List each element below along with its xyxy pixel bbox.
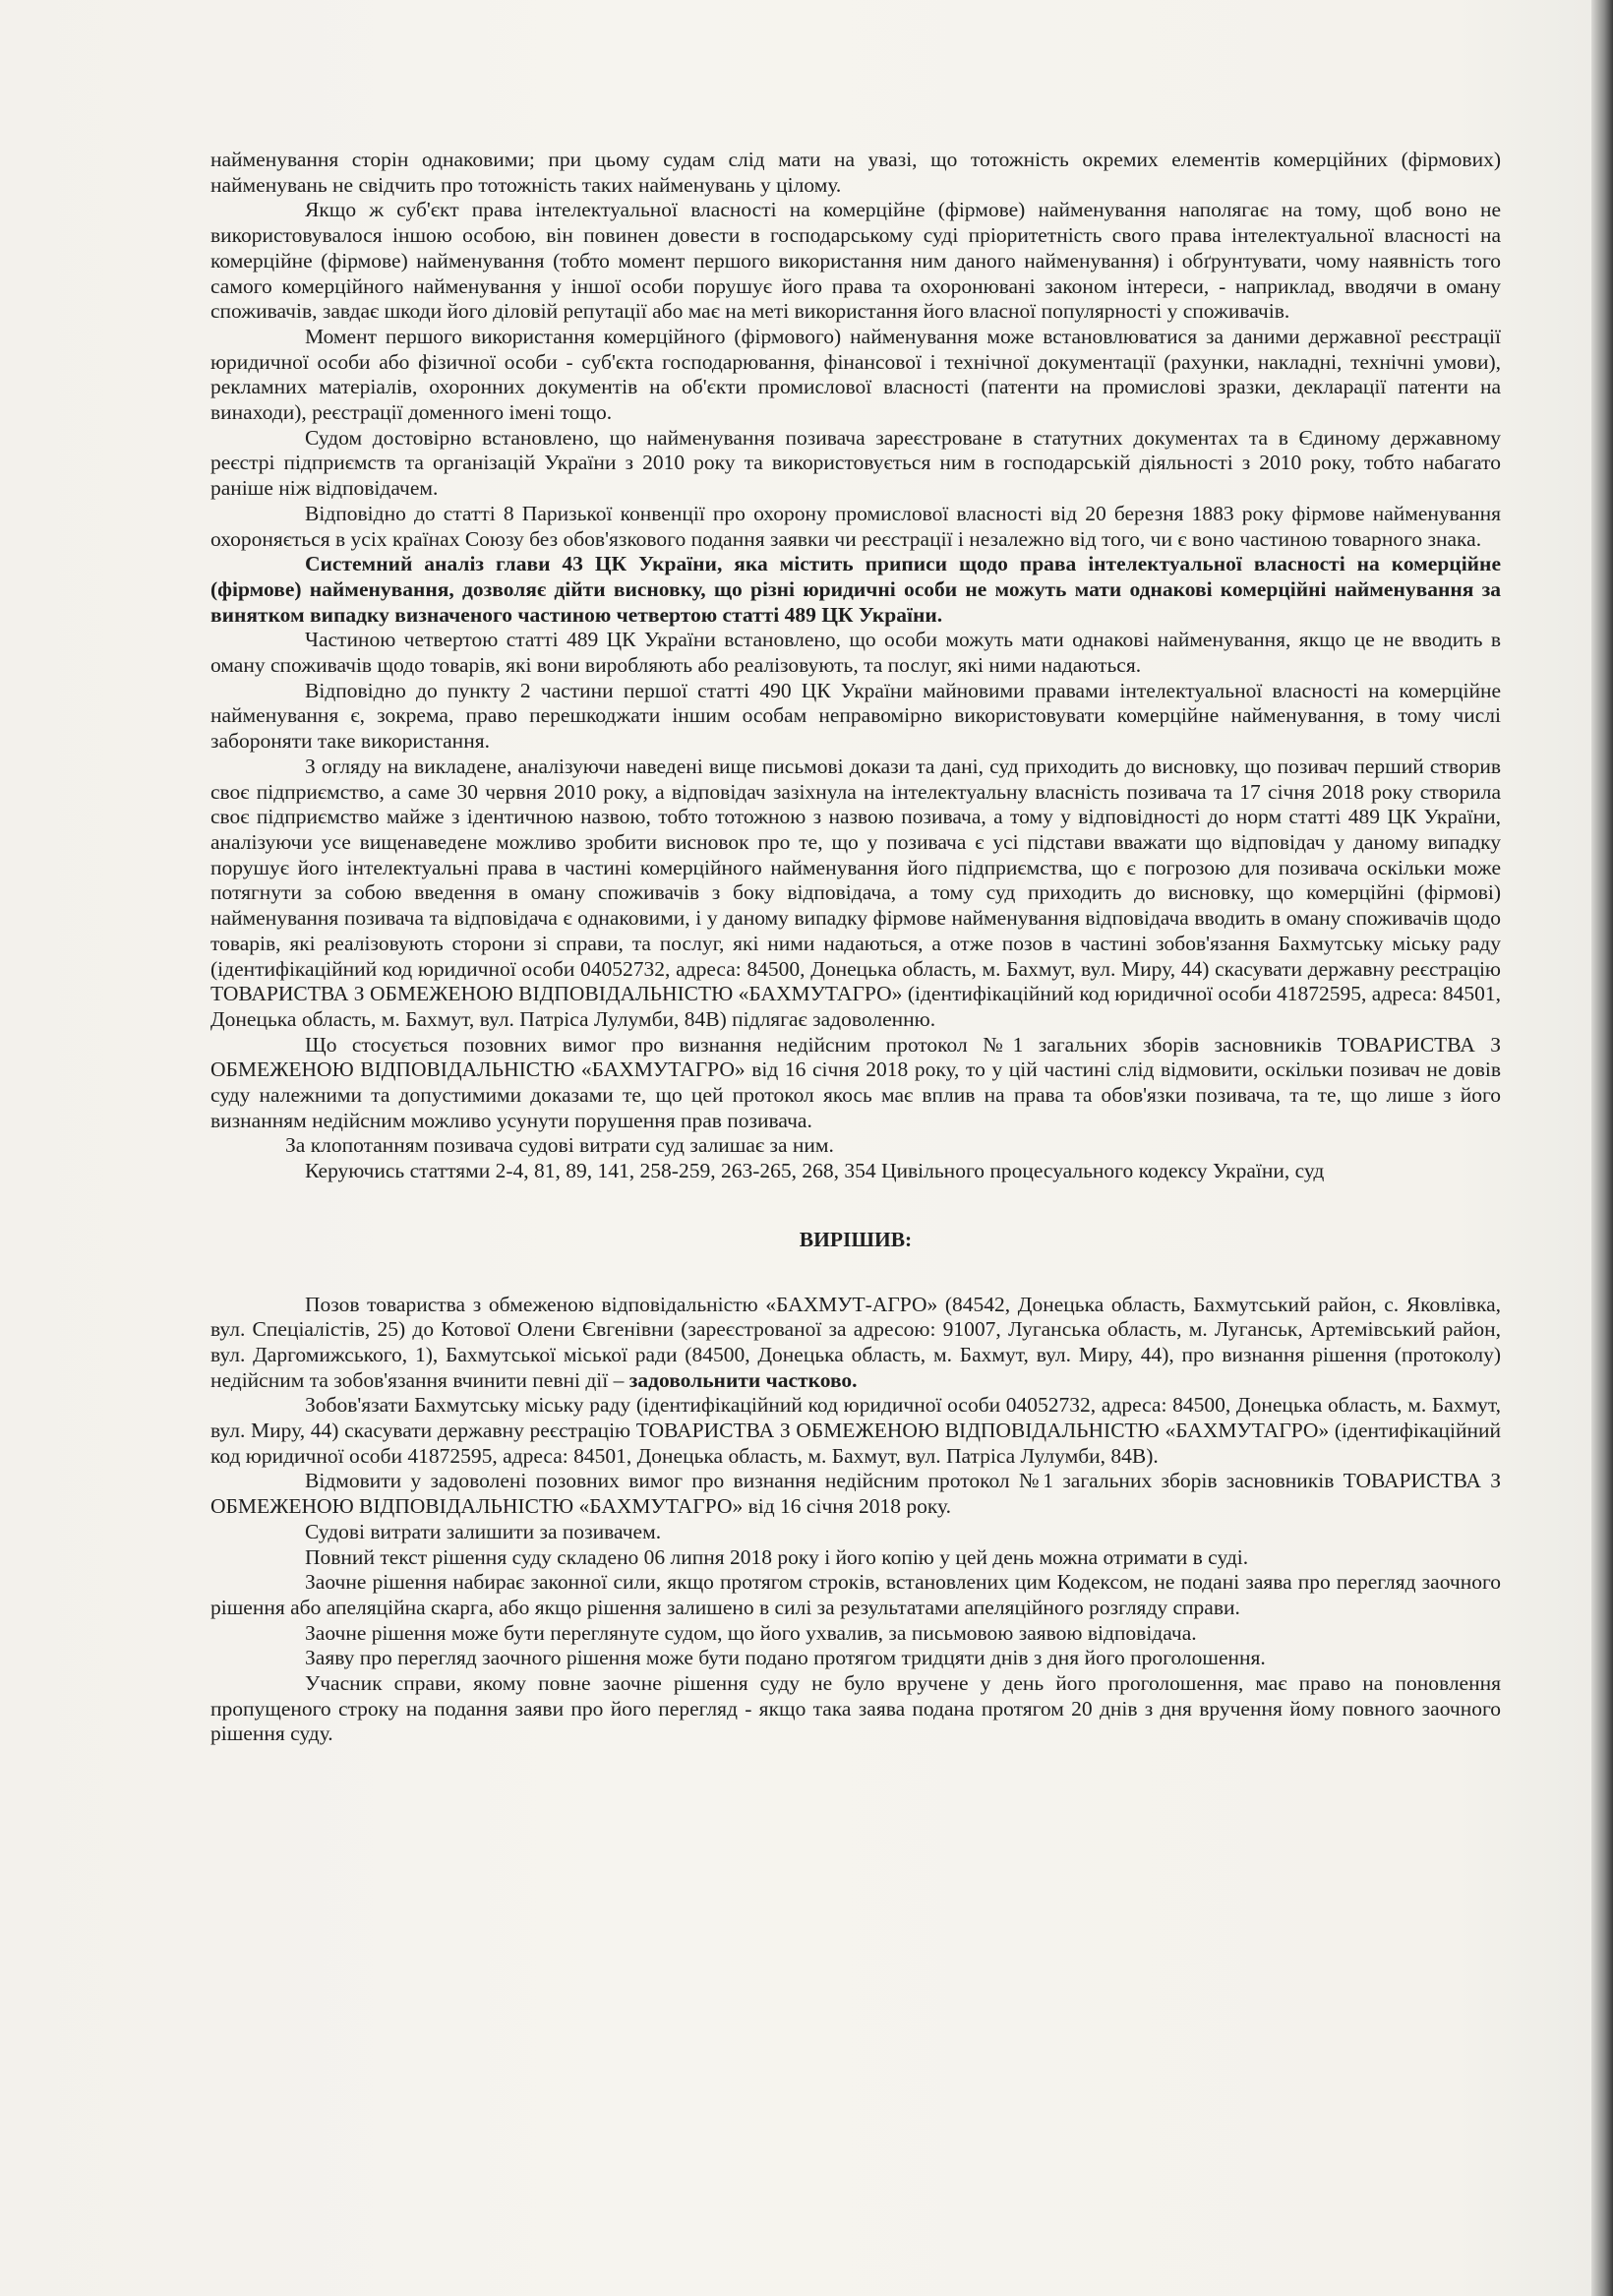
decision-paragraph: Заочне рішення набирає законної сили, якщо протягом строків, встановлених цим Кодексом, не подані заява про перегляд заочного рішення або апеляційна скарга, або якщо рішення залишено в силі за результатами апеляційного розгляду справи. bbox=[210, 1570, 1501, 1619]
decision-paragraph: Повний текст рішення суду складено 06 липня 2018 року і його копію у цей день можна отримати в суді. bbox=[305, 1544, 1249, 1569]
decision-paragraph: Судові витрати залишити за позивачем. bbox=[305, 1519, 662, 1543]
paragraph: Частиною четвертою статті 489 ЦК України встановлено, що особи можуть мати однакові найменування, якщо це не вводить в оману споживачів щодо товарів, які вони виробляють або реалізовують, та послуг, які ними надаються. bbox=[210, 628, 1501, 678]
decision-paragraph: Учасник справи, якому повне заочне рішення суду не було вручене у день його проголошення, має право на поновлення пропущеного строку на подання заяви про його перегляд - якщо така заява подана протягом 20 днів з дня вручення йому повного заочного рішення суду. bbox=[210, 1671, 1501, 1746]
decision-text: Позов товариства з обмеженою відповідальністю «БАХМУТ-АГРО» (84542, Донецька область, Бахмутський район, с. Яковлівка, вул. Спеціалістів, 25) до Котової Олени Євгенівни (зареєстрованої за адресою: 91007, Луганська область, м. Луганськ, Артемівський район, вул. Даргомижського, 1), Бахмутської міської ради (84500, Донецька область, м. Бахмут, вул. Миру, 44), про визнання рішення (протоколу) недійсним та зобов'язання вчинити певні дії – bbox=[210, 1292, 1501, 1392]
scan-edge-shadow bbox=[1591, 0, 1613, 2296]
paragraph-bold: Системний аналіз глави 43 ЦК України, яка містить приписи щодо права інтелектуальної власності на комерційне (фірмове) найменування, дозволяє дійти висновку, що різні юридичні особи не можуть мати однакові комерційні найменування за винятком випадку визначеного частиною четвертою статті 489 ЦК України. bbox=[210, 552, 1501, 627]
paragraph: Що стосується позовних вимог про визнання недійсним протокол №1 загальних зборів засновників ТОВАРИСТВА З ОБМЕЖЕНОЮ ВІДПОВІДАЛЬНІСТЮ «БАХМУТАГРО» від 16 січня 2018 року, то у цій частині слід відмовити, оскільки позивач не довів суду належними та допустимими доказами те, що цей протокол якось має вплив на права та обов'язки позивача, та те, що лише з його визнанням недійсним можливо усунути порушення прав позивача. bbox=[210, 1032, 1501, 1132]
paragraph: З огляду на викладене, аналізуючи наведені вище письмові докази та дані, суд приходить до висновку, що позивач перший створив своє підприємство, а саме 30 червня 2010 року, а відповідач зазіхнула на інтелектуальну власність позивача та 17 січня 2018 року створила своє підприємство майже з ідентичною назвою, тобто тотожною з назвою позивача, а тому у відповідності до норм статті 489 ЦК України, аналізуючи усе вищенаведене можливо зробити висновок про те, що у позивача є усі підстави вважати що відповідач у даному випадку порушує його інтелектуальні права в частині комерційного найменування його підприємства, що є погрозою для позивача оскільки може потягнути за собою введення в оману споживачів з боку відповідача, а тому суд приходить до висновку, що комерційні (фірмові) найменування позивача та відповідача є однаковими, і у даному випадку фірмове найменування відповідача вводить в оману споживачів щодо товарів, які реалізовують сторони зі справи, та послуг, які ними надаються, а отже позов в частині зобов'язання Бахмутську міську раду (ідентифікаційний код юридичної особи 04052732, адреса: 84500, Донецька область, м. Бахмут, вул. Миру, 44) скасувати державну реєстрацію ТОВАРИСТВА З ОБМЕЖЕНОЮ ВІДПОВІДАЛЬНІСТЮ «БАХМУТАГРО» (ідентифікаційний код юридичної особи 41872595, адреса: 84501, Донецька область, м. Бахмут, вул. Патріса Лулумби, 84В) підлягає задоволенню. bbox=[210, 754, 1501, 1031]
decision-paragraph bbox=[210, 1293, 1501, 1394]
paragraph: Відповідно до пункту 2 частини першої статті 490 ЦК України майновими правами інтелектуальної власності на комерційне найменування є, зокрема, право перешкоджати іншим особам неправомірно використовувати комерційне найменування, в тому числі забороняти таке використання. bbox=[210, 678, 1501, 754]
paragraph: Судом достовірно встановлено, що найменування позивача зареєстроване в статутних документах та в Єдиному державному реєстрі підприємств та організацій України з 2010 року та використовується ним в господарській діяльності з 2010 року, тобто набагато раніше ніж відповідачем. bbox=[210, 425, 1501, 501]
paragraph: За клопотанням позивача судові витрати суд залишає за ним. bbox=[285, 1133, 834, 1158]
decision-paragraph: Заяву про перегляд заочного рішення може бути подано протягом тридцяти днів з дня його проголошення. bbox=[305, 1646, 1266, 1670]
paragraph: найменування сторін однаковими; при цьому судам слід мати на увазі, що тотожність окремих елементів комерційних (фірмових) найменувань не свідчить про тотожність таких найменувань у цілому. bbox=[210, 148, 1501, 197]
paragraph: Момент першого використання комерційного (фірмового) найменування може встановлюватися за даними державної реєстрації юридичної особи або фізичної особи - суб'єкта господарювання, фінансової і технічної документації (рахунки, накладні, технічні умови), рекламних матеріалів, охоронних документів на об'єкти промислової власності (патенти на промислові зразки, декларації патенти на винаходи), реєстрації доменного імені тощо. bbox=[210, 324, 1501, 425]
paragraph: Якщо ж суб'єкт права інтелектуальної власності на комерційне (фірмове) найменування наполягає на тому, щоб воно не використовувалося іншою особою, він повинен довести в господарському суді пріоритетність свого права інтелектуальної власності на комерційне (фірмове) найменування (тобто момент першого використання ним даного найменування) і обґрунтувати, чому наявність того самого комерційного найменування у іншої особи порушує його права та охоронювані законом інтереси, - наприклад, вводячи в оману споживачів, завдає шкоди його діловій репутації або має на меті використання його власної популярності у споживачів. bbox=[210, 198, 1501, 324]
decision-paragraph: Заочне рішення може бути переглянуте судом, що його ухвалив, за письмовою заявою відповідача. bbox=[305, 1620, 1197, 1645]
decision-verdict: задовольнити частково. bbox=[628, 1367, 858, 1392]
decision-paragraph: Відмовити у задоволені позовних вимог про визнання недійсним протокол №1 загальних зборів засновників ТОВАРИСТВА З ОБМЕЖЕНОЮ ВІДПОВІДАЛЬНІСТЮ «БАХМУТАГРО» від 16 січня 2018 року. bbox=[210, 1469, 1501, 1519]
decision-paragraph: Зобов'язати Бахмутську міську раду (ідентифікаційний код юридичної особи 04052732, адреса: 84500, Донецька область, м. Бахмут, вул. Миру, 44) скасувати державну реєстрацію ТОВАРИСТВА З ОБМЕЖЕНОЮ ВІДПОВІДАЛЬНІСТЮ «БАХМУТАГРО» (ідентифікаційний код юридичної особи 41872595, адреса: 84501, Донецька область, м. Бахмут, вул. Патріса Лулумби, 84В). bbox=[210, 1393, 1501, 1468]
decision-heading: ВИРІШИВ: bbox=[799, 1227, 913, 1251]
paragraph: Керуючись статтями 2-4, 81, 89, 141, 258-259, 263-265, 268, 354 Цивільного процесуального кодексу України, суд bbox=[305, 1159, 1325, 1183]
document-body bbox=[210, 148, 1501, 1747]
paragraph: Відповідно до статті 8 Паризької конвенції про охорону промислової власності від 20 березня 1883 року фірмове найменування охороняється в усіх країнах Союзу без обов'язкового подання заявки чи реєстрації і незалежно від того, чи є воно частиною товарного знака. bbox=[210, 501, 1501, 551]
